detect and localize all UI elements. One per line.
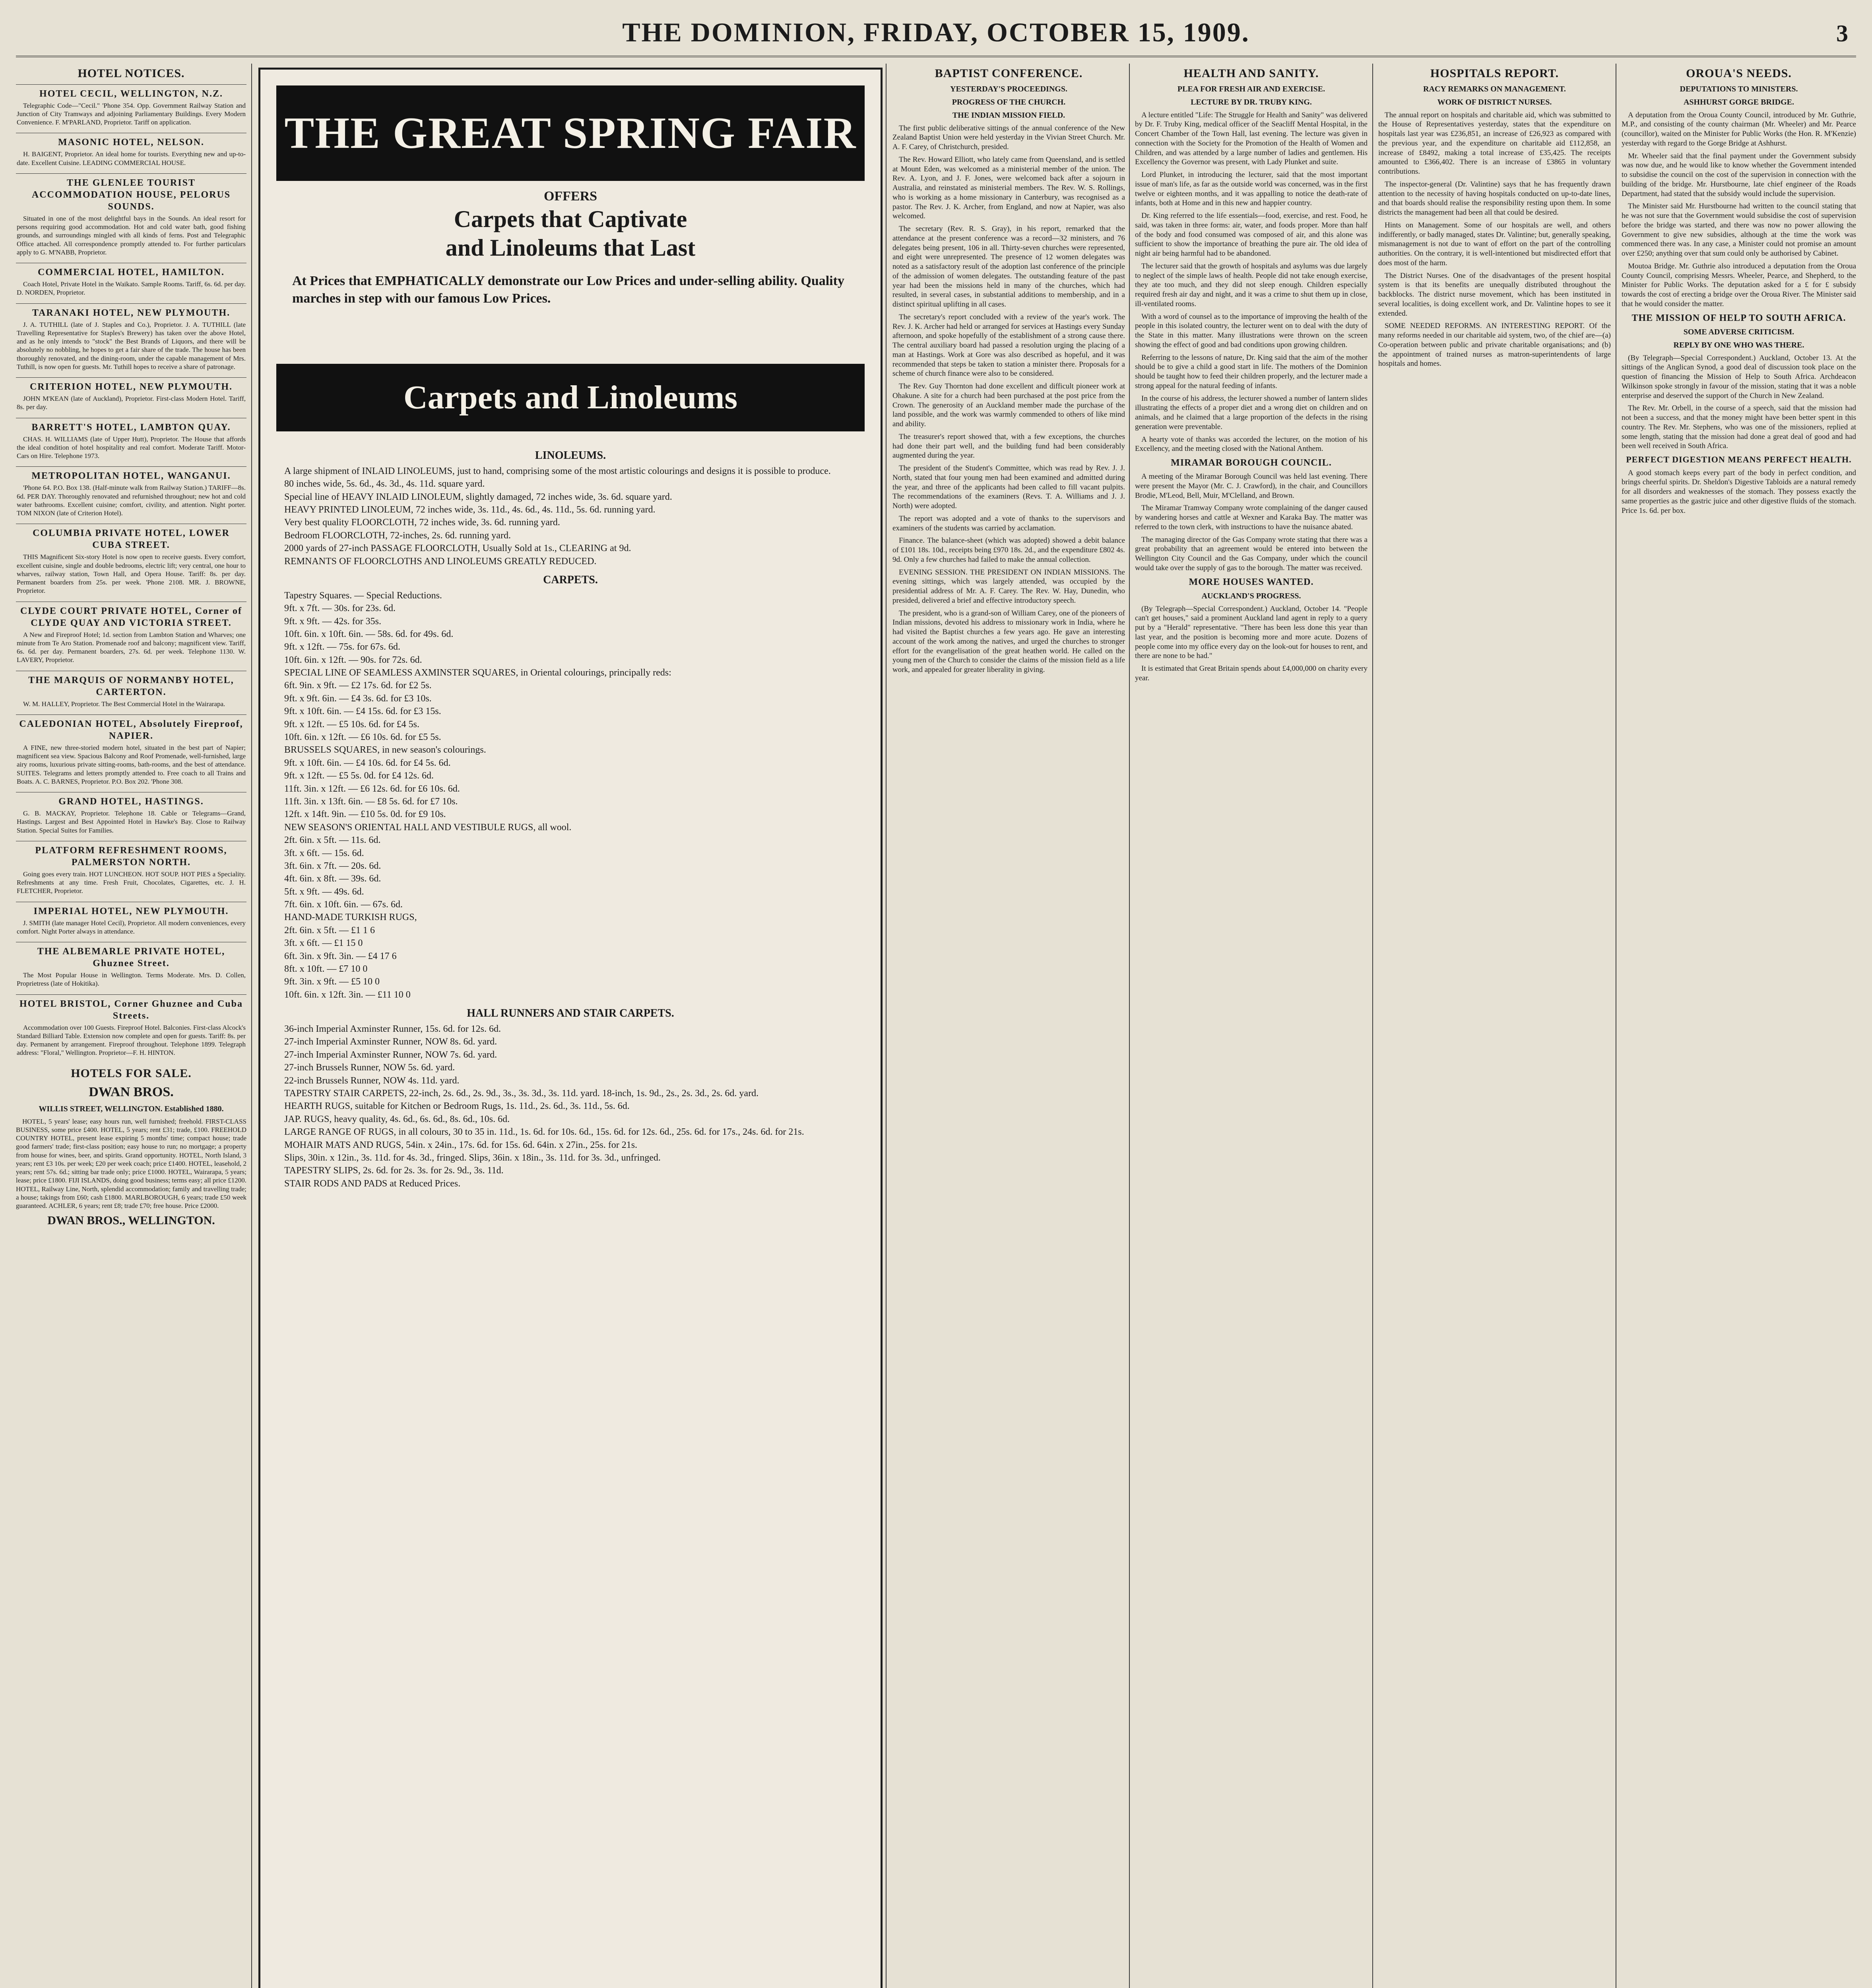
hotel-ad-title: TARANAKI HOTEL, NEW PLYMOUTH. bbox=[32, 307, 231, 318]
listing-item: 9ft. 3in. x 9ft. — £5 10 0 bbox=[284, 977, 380, 987]
houses-paragraph: (By Telegraph—Special Correspondent.) Auckland, October 14. "People can't get houses," said a prominent Auckland land agent in reply to a query put by a "Herald" representative. "There has been less done this year than last year, and the position is becoming more and more acute. Dozens of people come into my office every day on the look-out for houses to rent, and there are none to be had." bbox=[1135, 604, 1368, 660]
hotel-ad-body: J. SMITH (late manager Hotel Cecil), Proprietor. All modern conveniences, every comfort. Night Porter always in attendance. bbox=[17, 919, 246, 935]
hospitals-paragraph: SOME NEEDED REFORMS. AN INTERESTING REPORT. Of the many reforms needed in our charitable aid system, two, of the chief are—(a) Co-operation between public and private charitable organisations; and (b) the appointment of trained nurses as matron-superintendents of large hospitals and homes. bbox=[1378, 322, 1611, 368]
hotel-ad-title: IMPERIAL HOTEL, NEW PLYMOUTH. bbox=[33, 906, 229, 916]
houses-paragraph: It is estimated that Great Britain spends about £4,000,000 on charity every year. bbox=[1135, 664, 1368, 682]
listing-section-header: CARPETS. bbox=[543, 573, 598, 586]
column-rule bbox=[886, 64, 887, 1988]
listing-item: 2000 yards of 27-inch PASSAGE FLOORCLOTH, Usually Sold at 1s., CLEARING at 9d. bbox=[284, 543, 631, 554]
health-article bbox=[1135, 111, 1368, 454]
health-paragraph: A hearty vote of thanks was accorded the lecturer, on the motion of his Excellency, and the meeting closed with the National Anthem. bbox=[1135, 435, 1368, 453]
listing-item: Bedroom FLOORCLOTH, 72-inches, 2s. 6d. running yard. bbox=[284, 530, 511, 541]
listing-item: SPECIAL LINE OF SEAMLESS AXMINSTER SQUARES, in Oriental colourings, principally reds: bbox=[284, 668, 671, 678]
hospitals-header: HOSPITALS REPORT. bbox=[1430, 67, 1559, 80]
health-header: HEALTH AND SANITY. bbox=[1183, 67, 1319, 80]
hotel-ad bbox=[16, 841, 246, 902]
hotel-ad bbox=[16, 942, 246, 994]
hotels-for-sale-list: HOTEL, 5 years' lease; easy hours run, well furnished; freehold. FIRST-CLASS BUSINESS, some price £400. HOTEL, 5 years; rent £31; trade, £100. FREEHOLD COUNTRY HOTEL, present lease expiring 5 months' time; compact house; trade good farmers' trade; first-class position; easy house to run; no mortgage; a property from house for wines, beer, and spirits. Grand opportunity. HOTEL, North Island, 3 years; rent £3 10s. per week; £20 per week coach; price £1400. HOTEL, leasehold, 2 years; rent 57s. 6d.; sitting bar trade only; price £1000. HOTEL, Wairarapa, 5 years; lease; price £1800. FIJI ISLANDS, doing good business; terms easy; all price £1200. HOTEL, Railway Line, North, splendid accommodation; family and travelling trade; a house; takings from £60; cash £1800. MARLBOROUGH, 6 years; trade £50 week guaranteed. ACHLER, 6 years; rent £8; trade £70; free house. Price £2000. bbox=[16, 1117, 246, 1209]
price-listing bbox=[284, 443, 857, 1986]
listing-item: MOHAIR MATS AND RUGS, 54in. x 24in., 17s. 6d. for 15s. 6d. 64in. x 27in., 25s. for 21s. bbox=[284, 1140, 638, 1150]
hospitals-column bbox=[1378, 64, 1611, 1988]
hospitals-sub2: WORK OF DISTRICT NURSES. bbox=[1437, 97, 1552, 107]
hotel-notices-column bbox=[16, 64, 246, 1988]
digestion-paragraph: A good stomach keeps every part of the body in perfect condition, and brings cheerful spirits. Dr. Sheldon's Digestive Tabloids are a natural remedy for all disorders and weaknesses of the stomach. They possess exactly the same properties as the gastric juice and other digestive fluids of the stomach. Price 1s. 6d. per box. bbox=[1622, 468, 1856, 515]
hotel-ad-title: CRITERION HOTEL, NEW PLYMOUTH. bbox=[29, 382, 233, 392]
listing-item: 4ft. 6in. x 8ft. — 39s. 6d. bbox=[284, 874, 381, 884]
carpets-headline-line2: and Linoleums that Last bbox=[445, 235, 696, 261]
listing-item: 9ft. x 10ft. 6in. — £4 10s. 6d. for £4 5s. 6d. bbox=[284, 757, 451, 768]
health-paragraph: The lecturer said that the growth of hospitals and asylums was due largely to neglect of the simple laws of health. People did not take enough exercise, they ate too much, and they did not sleep enough. Children especially required fresh air day and night, and it was a crime to shut them up in close, ill-ventilated rooms. bbox=[1135, 262, 1368, 308]
spring-fair-banner: THE GREAT SPRING FAIR bbox=[276, 85, 865, 181]
health-sub1: PLEA FOR FRESH AIR AND EXERCISE. bbox=[1177, 84, 1325, 93]
listing-item: 3ft. 6in. x 7ft. — 20s. 6d. bbox=[284, 860, 381, 871]
listing-item: 9ft. x 12ft. — £5 10s. 6d. for £4 5s. bbox=[284, 719, 419, 730]
listing-item: 2ft. 6in. x 5ft. — £1 1 6 bbox=[284, 925, 375, 936]
hotel-ad-title: GRAND HOTEL, HASTINGS. bbox=[58, 796, 204, 807]
listing-section-header: LINOLEUMS. bbox=[535, 449, 606, 462]
hotel-ad bbox=[16, 418, 246, 467]
hotel-ad-title: CALEDONIAN HOTEL, Absolutely Fireproof, NAPIER. bbox=[19, 718, 243, 741]
oroua-paragraph: Moutoa Bridge. Mr. Guthrie also introduced a deputation from the Oroua County Council, comprising Messrs. Wheeler, Pearce, and Shepherd, to the Minister for Public Works. The deputation asked for a £ for £ subsidy towards the cost of erecting a bridge over the Oroua River. The Minister said that he would consider the matter. bbox=[1622, 262, 1856, 308]
hotel-ad-body: THIS Magnificent Six-story Hotel is now open to receive guests. Every comfort, excellent cuisine, single and double bedrooms, electric lift; very central, one hour to wharves, railway station, Town Hall, and Opera House. Tariff: 8s. per day. Permanent boarders from 25s. per week. 'Phone 2108. MR. J. BROWNE, Proprietor. bbox=[17, 553, 246, 595]
hotel-ad-title: CLYDE COURT PRIVATE HOTEL, Corner of CLYDE QUAY AND VICTORIA STREET. bbox=[20, 606, 242, 628]
dwan-bros-address: WILLIS STREET, WELLINGTON. Established 1880. bbox=[39, 1104, 224, 1113]
listing-item: JAP. RUGS, heavy quality, 4s. 6d., 6s. 6d., 8s. 6d., 10s. 6d. bbox=[284, 1114, 510, 1124]
dwan-bros-brand: DWAN BROS. bbox=[89, 1085, 174, 1099]
listing-item: 5ft. x 9ft. — 49s. 6d. bbox=[284, 886, 364, 897]
column-rule bbox=[251, 64, 252, 1988]
mission-article bbox=[1622, 353, 1856, 451]
column-rule bbox=[1372, 64, 1373, 1988]
oroua-paragraph: Mr. Wheeler said that the final payment under the Government subsidy was now due, and he would like to know whether the Government intended to subsidise the council on the cost of the supervision in connection with the building of the bridge. Mr. Hurstbourne, late chief engineer of the Roads Department, had stated that the subsidy would include the supervision. bbox=[1622, 151, 1856, 198]
hotel-ad-title: BARRETT'S HOTEL, LAMBTON QUAY. bbox=[31, 422, 231, 433]
listing-item: Slips, 30in. x 12in., 3s. 11d. for 4s. 3d., fringed. Slips, 36in. x 18in., 3s. 11d. for 3s. 3d., unfringed. bbox=[284, 1152, 661, 1163]
health-paragraph: With a word of counsel as to the importance of improving the health of the people in this isolated country, the lecturer went on to deal with the duty of the State in this matter. Many illustrations were thrown on the screen showing the effect of good and bad conditions upon growing children. bbox=[1135, 312, 1368, 349]
hotel-ad-body: J. A. TUTHILL (late of J. Staples and Co.), Proprietor. J. A. TUTHILL (late Travelling Representative for Staples's Brewery) has taken over the above Hotel, and as he only intends to "stock" the Best Brands of Liquors, and there will be absolutely no nobbling, he hopes to get a fair share of the trade. The house has been thoroughly renovated, and the dining-room, under the capable management of Mrs. Tuthill, is now open for guests. Mr. Tuthill hopes to receive a share of patronage. bbox=[17, 320, 246, 371]
hotel-ad bbox=[16, 133, 246, 173]
hotel-ad-body: 'Phone 64. P.O. Box 138. (Half-minute walk from Railway Station.) TARIFF—8s. 6d. PER DAY. Thoroughly renovated and refurnished throughout; new hot and cold water bathrooms. Excellent cuisine; comfort, civility, and attention. Night porter. TOM NIXON (late of Criterion Hotel). bbox=[17, 484, 246, 517]
baptist-sub2: PROGRESS OF THE CHURCH. bbox=[952, 97, 1066, 107]
listing-item: REMNANTS OF FLOORCLOTHS AND LINOLEUMS GREATLY REDUCED. bbox=[284, 556, 597, 567]
health-paragraph: Dr. King referred to the life essentials—food, exercise, and rest. Food, he said, was taken in three forms: air, water, and foods proper. More than half of the body and food consumed was composed of air, and this alone was sufficient to show the importance of breathing the pure air. The old idea of night air being harmful had to be abandoned. bbox=[1135, 212, 1368, 258]
hotel-ad-title: COMMERCIAL HOTEL, HAMILTON. bbox=[37, 267, 225, 278]
baptist-paragraph: The treasurer's report showed that, with a few exceptions, the churches had done their part well, and the building fund had been considerably augmented during the year. bbox=[892, 432, 1125, 460]
listing-item: 8ft. x 10ft. — £7 10 0 bbox=[284, 964, 368, 975]
listing-item: 6ft. 3in. x 9ft. 3in. — £4 17 6 bbox=[284, 951, 397, 961]
oroua-article bbox=[1622, 111, 1856, 309]
oroua-sub1: DEPUTATIONS TO MINISTERS. bbox=[1680, 84, 1798, 93]
listing-item: Very best quality FLOORCLOTH, 72 inches wide, 3s. 6d. running yard. bbox=[284, 517, 560, 528]
listing-item: 9ft. x 9ft. 6in. — £4 3s. 6d. for £3 10s. bbox=[284, 693, 432, 704]
baptist-paragraph: The secretary (Rev. R. S. Gray), in his report, remarked that the attendance at the present conference was a record—32 ministers, and 76 delegates being present, 106 in all. Thirty-seven churches were represented, and eight were unrepresented. The presence of 12 women delegates was noted as a satisfactory result of the adoption last conference of the principle of the admission of women delegates. The outstanding feature of the past year had been the missions held in many of the churches, which had resulted, in several cases, in substantial additions to membership, and in a distinct spiritual uplifting in all cases. bbox=[892, 225, 1125, 309]
hotel-ad bbox=[16, 902, 246, 942]
hotel-ad bbox=[16, 263, 246, 303]
baptist-paragraph: The Rev. Guy Thornton had done excellent and difficult pioneer work at Ohakune. A site for a church had been purchased at the post price from the Crown. The generosity of an Auckland member made the purchase of the land possible, and the work was warmly commended to others of like mind and ability. bbox=[892, 382, 1125, 428]
listing-item: 9ft. x 12ft. — 75s. for 67s. 6d. bbox=[284, 642, 400, 652]
column-rule bbox=[1129, 64, 1130, 1988]
hotel-ad-title: HOTEL BRISTOL, Corner Ghuznee and Cuba Streets. bbox=[19, 998, 243, 1021]
spring-fair-advert bbox=[258, 68, 883, 1988]
listing-item: 9ft. x 10ft. 6in. — £4 15s. 6d. for £3 15s. bbox=[284, 706, 441, 717]
listing-item: 10ft. 6in. x 10ft. 6in. — 58s. 6d. for 49s. 6d. bbox=[284, 629, 454, 639]
oroua-paragraph: The Minister said Mr. Hurstbourne had written to the council stating that he was not sure that the Government would subsidise the cost of supervision before the bridge was started, and there was now no power allowing the Government to give new subsidies, although at the time the work was commenced there was. In any case, a Minister could not promise an amount over £250; anything over that sum could only be authorised by Cabinet. bbox=[1622, 202, 1856, 258]
miramar-paragraph: The Miramar Tramway Company wrote complaining of the danger caused by wandering horses and cattle at Wexner and Karaka Bay. The matter was referred to the town clerk, with instructions to have the nuisance abated. bbox=[1135, 504, 1368, 531]
listing-item: HEARTH RUGS, suitable for Kitchen or Bedroom Rugs, 1s. 11d., 2s. 6d., 3s. 11d., 5s. 6d. bbox=[284, 1101, 630, 1112]
hotel-ad bbox=[16, 173, 246, 263]
hospitals-sub1: RACY REMARKS ON MANAGEMENT. bbox=[1423, 84, 1566, 93]
hotel-ad-body: Accommodation over 100 Guests. Fireproof Hotel. Balconies. First-class Alcock's Standard Billiard Table. Extension now complete and open for guests. Tariff: 8s. per day. Permanent by arrangement. Fireproof throughout. Telephone 1899. Telegraph address: "Floral," Wellington. Proprietor—F. H. HINTON. bbox=[17, 1023, 246, 1057]
miramar-article bbox=[1135, 472, 1368, 573]
hotel-ad-body: Going goes every train. HOT LUNCHEON. HOT SOUP. HOT PIES a Speciality. Refreshments at any time. Fresh Fruit, Chocolates, Cigarettes, etc. J. H. FLETCHER, Proprietor. bbox=[17, 870, 246, 895]
listing-item: 10ft. 6in. x 12ft. — £6 10s. 6d. for £5 5s. bbox=[284, 732, 441, 743]
hotel-ad-title: PLATFORM REFRESHMENT ROOMS, PALMERSTON NORTH. bbox=[35, 845, 227, 868]
miramar-paragraph: The managing director of the Gas Company wrote stating that there was a great probability that an agreement would be entered into between the Wellington City Council and the Gas Company, under which the council would take over the supply of gas to the borough. The matter was received. bbox=[1135, 535, 1368, 572]
hotel-ad-body: JOHN M'KEAN (late of Auckland), Proprietor. First-class Modern Hotel. Tariff, 8s. per day. bbox=[17, 395, 246, 411]
baptist-sub3: THE INDIAN MISSION FIELD. bbox=[952, 111, 1065, 120]
mission-paragraph: The Rev. Mr. Orbell, in the course of a speech, said that the mission had not been a success, and that the money might have been better spent in this country. The Rev. Mr. Stephens, who was one of the missioners, replied at some length, stating that the mission had done a great deal of good and had been well received in South Africa. bbox=[1622, 404, 1856, 450]
hotels-for-sale-header: HOTELS FOR SALE. bbox=[71, 1066, 192, 1080]
listing-item: HAND-MADE TURKISH RUGS, bbox=[284, 912, 417, 923]
health-paragraph: Lord Plunket, in introducing the lecturer, said that the most important issue of man's life, as far as the outside world was concerned, was in the first twelve or eighteen months, and it was appalling to notice the death-rate of infants, both at Home and in this new and happier country. bbox=[1135, 171, 1368, 208]
hotel-ad-body: A FINE, new three-storied modern hotel, situated in the best part of Napier; magnificent sea view. Spacious Balcony and Roof Promenade, well-furnished, large airy rooms, luxurious private sitting-rooms, bath-rooms, and the best of attendance. SUITES. Telegrams and letters promptly attended to. Free coach to all Trains and Boats. A. C. BARNES, Proprietor. P.O. Box 202. 'Phone 308. bbox=[17, 744, 246, 785]
baptist-sub1: YESTERDAY'S PROCEEDINGS. bbox=[950, 84, 1067, 93]
mission-header: THE MISSION OF HELP TO SOUTH AFRICA. bbox=[1631, 313, 1846, 323]
listing-item: Special line of HEAVY INLAID LINOLEUM, slightly damaged, 72 inches wide, 3s. 6d. square yard. bbox=[284, 491, 672, 502]
hotel-ad-title: COLUMBIA PRIVATE HOTEL, LOWER CUBA STREET. bbox=[33, 528, 230, 551]
hotel-ad-body: The Most Popular House in Wellington. Terms Moderate. Mrs. D. Collen, Proprietress (late of Hokitika). bbox=[17, 971, 246, 988]
hospitals-article bbox=[1378, 111, 1611, 369]
hotel-ad-title: THE GLENLEE TOURIST ACCOMMODATION HOUSE, PELORUS SOUNDS. bbox=[31, 177, 231, 212]
hotel-ads-list bbox=[16, 84, 246, 1064]
hotel-ad bbox=[16, 84, 246, 133]
hotel-ad-body: H. BAIGENT, Proprietor. An ideal home for tourists. Everything new and up-to-date. Excellent Cuisine. LEADING COMMERCIAL HOUSE. bbox=[17, 150, 246, 167]
hotel-ad-title: METROPOLITAN HOTEL, WANGANUI. bbox=[31, 471, 231, 481]
hotel-ad-body: G. B. MACKAY, Proprietor. Telephone 18. Cable or Telegrams—Grand, Hastings. Largest and Best Appointed Hotel in Hawke's Bay. Close to Railway Station. Special Suites for Families. bbox=[17, 810, 246, 834]
health-paragraph: A lecture entitled "Life: The Struggle for Health and Sanity" was delivered by Dr. F. Truby King, medical officer of the Seacliff Mental Hospital, in the Concert Chamber of the Town Hall, last evening. The lecture was given in connection with the Society for the Promotion of the Health of Women and Children, and was attended by a large number of ladies and gentlemen. His Excellency the Governor was present, with Lady Plunket and suite. bbox=[1135, 111, 1368, 167]
digestion-article bbox=[1622, 468, 1856, 516]
carpets-linoleums-banner: Carpets and Linoleums bbox=[276, 364, 865, 431]
digestion-header: PERFECT DIGESTION MEANS PERFECT HEALTH. bbox=[1626, 454, 1852, 464]
offers-label: OFFERS bbox=[543, 189, 597, 204]
hotel-ad-body: Coach Hotel, Private Hotel in the Waikato. Sample Rooms. Tariff, 6s. 6d. per day. D. NORDEN, Proprietor. bbox=[17, 280, 246, 297]
listing-item: 80 inches wide, 5s. 6d., 4s. 3d., 4s. 11d. square yard. bbox=[284, 479, 485, 489]
listing-item: 11ft. 3in. x 13ft. 6in. — £8 5s. 6d. for £7 10s. bbox=[284, 796, 458, 807]
listing-item: 9ft. x 7ft. — 30s. for 23s. 6d. bbox=[284, 603, 396, 614]
listing-section-header: HALL RUNNERS AND STAIR CARPETS. bbox=[467, 1007, 674, 1020]
miramar-paragraph: A meeting of the Miramar Borough Council was held last evening. There were present the Mayor (Mr. C. J. Crawford), in the chair, and Councillors Brodie, M'Leod, Bell, Muir, M'Clelland, and Brown. bbox=[1135, 472, 1368, 500]
listing-item: 10ft. 6in. x 12ft. — 90s. for 72s. 6d. bbox=[284, 654, 422, 665]
mission-sub1: SOME ADVERSE CRITICISM. bbox=[1683, 327, 1794, 336]
mission-paragraph: (By Telegraph—Special Correspondent.) Auckland, October 13. At the sittings of the Anglican Synod, a good deal of discussion took place on the question of financing the Mission of Help to South Africa. Archdeacon Wilkinson spoke strongly in favour of the mission, stating that it was a noble enterprise and deserved the support of the Church in New Zealand. bbox=[1622, 353, 1856, 400]
listing-item: LARGE RANGE OF RUGS, in all colours, 30 to 35 in. 11d., 1s. 6d. for 10s. 6d., 15s. 6d. for 12s. 6d., 25s. 6d. for 17s., 24s. 6d. for 21s. bbox=[284, 1127, 804, 1138]
hospitals-paragraph: The inspector-general (Dr. Valintine) says that he has frequently drawn attention to the necessity of having hospitals conducted on up-to-date lines, and that boards should realise the responsibility resting upon them. In some districts the management had been all that could be desired. bbox=[1378, 180, 1611, 217]
oroua-header: OROUA'S NEEDS. bbox=[1686, 67, 1792, 80]
listing-item: 9ft. x 9ft. — 42s. for 35s. bbox=[284, 616, 381, 627]
listing-item: 27-inch Imperial Axminster Runner, NOW 8s. 6d. yard. bbox=[284, 1037, 497, 1047]
hotel-ad bbox=[16, 714, 246, 792]
listing-item: TAPESTRY SLIPS, 2s. 6d. for 2s. 3s. for 2s. 9d., 3s. 11d. bbox=[284, 1165, 504, 1176]
health-paragraph: Referring to the lessons of nature, Dr. King said that the aim of the mother should be to give a child a good start in life. The mothers of the Dominion should be taught how to feed their children properly, and the lecturer made a strong appeal for the natural feeding of infants. bbox=[1135, 353, 1368, 390]
hotel-ad-body: CHAS. H. WILLIAMS (late of Upper Hutt), Proprietor. The House that affords the ideal condition of hotel hospitality and real comfort. Moderate Tariff. Motor-Cars on Hire. Telephone 1973. bbox=[17, 435, 246, 460]
hotel-ad-body: Situated in one of the most delightful bays in the Sounds. An ideal resort for persons requiring good accommodation. Hot and cold water bath, good fishing grounds, and surroundings mingled with all kinds of ferns. Post and Telegraphic Office attached. All correspondence promptly attended to. For further particulars apply to G. M'NABB, Proprietor. bbox=[17, 214, 246, 256]
hotel-ad bbox=[16, 602, 246, 671]
more-houses-header: MORE HOUSES WANTED. bbox=[1189, 577, 1314, 587]
hotel-ad-title: THE MARQUIS OF NORMANBY HOTEL, CARTERTON. bbox=[28, 675, 234, 697]
hotel-ad-body: A New and Fireproof Hotel; 1d. section from Lambton Station and Wharves; one minute from Te Aro Station. Promenade roof and balcony; magnificent view. Tariff, 6s. 6d. per day. Permanent boarders, 27s. 6d. per week. Telephone 1130. W. LAVERY, Proprietor. bbox=[17, 631, 246, 664]
listing-item: 36-inch Imperial Axminster Runner, 15s. 6d. for 12s. 6d. bbox=[284, 1024, 501, 1035]
listing-item: NEW SEASON'S ORIENTAL HALL AND VESTIBULE RUGS, all wool. bbox=[284, 822, 572, 833]
baptist-paragraph: EVENING SESSION. THE PRESIDENT ON INDIAN MISSIONS. The evening sittings, which was largely attended, was occupied by the presidential address of Mr. A. F. Carey. The Rev. W. Hay, Dunedin, who presided, delivered a brief and effective introductory speech. bbox=[892, 568, 1125, 605]
hotel-ad bbox=[16, 377, 246, 418]
listing-item: 9ft. x 12ft. — £5 5s. 0d. for £4 12s. 6d. bbox=[284, 771, 434, 781]
baptist-paragraph: The president of the Student's Committee, which was read by Rev. J. J. North, stated that four young men had been examined and admitted during the year, and three of the applicants had been called to fill vacant pulpits. The recommendations of the examiners (Revs. T. A. Williams and J. J. North) were adopted. bbox=[892, 464, 1125, 510]
baptist-paragraph: The first public deliberative sittings of the annual conference of the New Zealand Baptist Union were held yesterday in the Vivian Street Church. Mr. A. F. Carey, of Christchurch, presided. bbox=[892, 124, 1125, 151]
listing-item: 27-inch Brussels Runner, NOW 5s. 6d. yard. bbox=[284, 1062, 455, 1073]
baptist-header: BAPTIST CONFERENCE. bbox=[935, 67, 1083, 80]
listing-item: 12ft. x 14ft. 9in. — £10 5s. 0d. for £9 10s. bbox=[284, 809, 446, 820]
listing-item: 27-inch Imperial Axminster Runner, NOW 7s. 6d. yard. bbox=[284, 1049, 497, 1060]
oroua-column bbox=[1622, 64, 1856, 1988]
masthead-title: THE DOMINION, FRIDAY, OCTOBER 15, 1909. bbox=[622, 17, 1250, 47]
auckland-progress: AUCKLAND'S PROGRESS. bbox=[1201, 591, 1301, 600]
mission-sub2: REPLY BY ONE WHO WAS THERE. bbox=[1673, 340, 1804, 349]
baptist-paragraph: The Rev. Howard Elliott, who lately came from Queensland, and is settled at Mount Eden, was welcomed as a ministerial member of the union. The Rev. A. Lyon, and J. F. Jones, were welcomed back after a sojourn in Australia, and reinstated as ministerial members. The Rev. W. S. Rollings, who is working as a home missionary in Canterbury, was recognised as a pastor. The Rev. J. K. Archer, from England, and now at Napier, was also welcomed. bbox=[892, 155, 1125, 221]
hotel-ad-title: HOTEL CECIL, WELLINGTON, N.Z. bbox=[39, 88, 223, 99]
hotel-ad-title: MASONIC HOTEL, NELSON. bbox=[58, 137, 205, 148]
carpets-headline bbox=[260, 205, 881, 262]
hotel-ad-body: Telegraphic Code—"Cecil." 'Phone 354. Opp. Government Railway Station and Junction of City Tramways and adjoining Parliamentary Buildings. Every Modern Convenience. F. M'PARLAND, Proprietor. Tariff on application. bbox=[17, 101, 246, 126]
health-sanity-column bbox=[1135, 64, 1368, 1988]
listing-item: 6ft. 9in. x 9ft. — £2 17s. 6d. for £2 5s. bbox=[284, 680, 432, 691]
hotel-ad bbox=[16, 524, 246, 601]
spring-fair-tagline: At Prices that EMPHATICALLY demonstrate our Low Prices and under-selling ability. Quality marches in step with our famous Low Prices. bbox=[292, 274, 844, 306]
more-houses-article bbox=[1135, 604, 1368, 683]
hospitals-paragraph: The District Nurses. One of the disadvantages of the present hospital system is that its benefits are unequally distributed throughout the backblocks. The district nurse movement, which has been instituted in several localities, is doing excellent work, and Dr. Valintine hopes to see it extended. bbox=[1378, 271, 1611, 318]
listing-item: 3ft. x 6ft. — £1 15 0 bbox=[284, 938, 363, 949]
hospitals-paragraph: The annual report on hospitals and charitable aid, which was submitted to the House of Representatives yesterday, states that the expenditure on hospitals last year was £236,851, an increase of £26,923 as compared with the previous year, and the expenditure on charitable aid £112,858, an increase of £8492, making a total increase of £35,425. The receipts amounted to £366,402. There is an increase of £3865 in voluntary contributions. bbox=[1378, 111, 1611, 176]
hotel-ad bbox=[16, 303, 246, 378]
miramar-header: MIRAMAR BOROUGH COUNCIL. bbox=[1171, 458, 1332, 468]
hotel-ad bbox=[16, 671, 246, 714]
hotel-ad bbox=[16, 466, 246, 524]
listing-item: Tapestry Squares. — Special Reductions. bbox=[284, 590, 442, 601]
baptist-article bbox=[892, 124, 1125, 675]
dwan-bros-footer: DWAN BROS., WELLINGTON. bbox=[47, 1214, 215, 1227]
oroua-paragraph: A deputation from the Oroua County Council, introduced by Mr. Guthrie, M.P., and consisting of the county chairman (Mr. Wheeler) and Mr. Pearce (councillor), waited on the Minister for Public Works (the Hon. R. M'Kenzie) yesterday with regard to the Gorge Bridge at Ashhurst. bbox=[1622, 111, 1856, 148]
oroua-sub2: ASHHURST GORGE BRIDGE. bbox=[1683, 97, 1794, 107]
listing-item: HEAVY PRINTED LINOLEUM, 72 inches wide, 3s. 11d., 4s. 6d., 4s. 11d., 5s. 6d. running yard. bbox=[284, 504, 656, 515]
listing-item: BRUSSELS SQUARES, in new season's colourings. bbox=[284, 745, 486, 755]
listing-item: 11ft. 3in. x 12ft. — £6 12s. 6d. for £6 10s. 6d. bbox=[284, 783, 460, 794]
health-sub2: LECTURE BY DR. TRUBY KING. bbox=[1191, 97, 1312, 107]
hotel-notices-header: HOTEL NOTICES. bbox=[78, 67, 185, 80]
baptist-paragraph: Finance. The balance-sheet (which was adopted) showed a debit balance of £101 18s. 10d., receipts being £970 18s. 2d., and the expenditure £802 4s. 9d. Only a few churches had failed to make the annual collection. bbox=[892, 536, 1125, 564]
hotel-ad-body: W. M. HALLEY, Proprietor. The Best Commercial Hotel in the Wairarapa. bbox=[23, 700, 225, 708]
hotel-ad bbox=[16, 994, 246, 1064]
listing-item: A large shipment of INLAID LINOLEUMS, just to hand, comprising some of the most artistic colourings and designs it is possible to produce. bbox=[284, 466, 831, 476]
baptist-paragraph: The report was adopted and a vote of thanks to the supervisors and examiners of the students was carried by acclamation. bbox=[892, 514, 1125, 532]
listing-item: TAPESTRY STAIR CARPETS, 22-inch, 2s. 6d., 2s. 9d., 3s., 3s. 3d., 3s. 11d. yard. 18-inch, 1s. 9d., 2s., 2s. 3d., 2s. 6d. yard. bbox=[284, 1088, 759, 1099]
listing-item: STAIR RODS AND PADS at Reduced Prices. bbox=[284, 1178, 461, 1189]
listing-item: 22-inch Brussels Runner, NOW 4s. 11d. yard. bbox=[284, 1075, 460, 1086]
baptist-conference-column bbox=[892, 64, 1125, 1988]
page-number: 3 bbox=[1836, 20, 1848, 47]
carpets-headline-line1: Carpets that Captivate bbox=[454, 206, 687, 232]
listing-item: 2ft. 6in. x 5ft. — 11s. 6d. bbox=[284, 835, 381, 846]
hotel-ad-title: THE ALBEMARLE PRIVATE HOTEL, Ghuznee Street. bbox=[37, 946, 225, 969]
baptist-paragraph: The secretary's report concluded with a review of the year's work. The Rev. J. K. Archer had held or arranged for services at Hastings every Sunday afternoon, and spoke hopefully of the establishment of a strong cause there. The central auxiliary board had passed a resolution urging the placing of a man at Hastings. Work at Gore was also described as hopeful, and it was recommended that steps be taken to station a minister there. Proposals for a scheme of church finance were also to be considered. bbox=[892, 313, 1125, 378]
listing-item: 10ft. 6in. x 12ft. 3in. — £11 10 0 bbox=[284, 989, 411, 1000]
listing-item: 3ft. x 6ft. — 15s. 6d. bbox=[284, 848, 364, 858]
hotel-ad bbox=[16, 792, 246, 841]
masthead bbox=[16, 12, 1856, 57]
baptist-paragraph: The president, who is a grand-son of William Carey, one of the pioneers of Indian missions, devoted his address to missionary work in India, where he had visited the Baptist churches a few years ago. He gave an interesting account of the work among the natives, and urged the churches to stronger effort for the evangelisation of the great heathen world. He called on the young men of the Church to consider the claims of the mission field as a life work, and appealed for greater liberality in giving. bbox=[892, 609, 1125, 674]
listing-item: 7ft. 6in. x 10ft. 6in. — 67s. 6d. bbox=[284, 899, 403, 910]
hospitals-paragraph: Hints on Management. Some of our hospitals are well, and others indifferently, or badly managed, states Dr. Valintine; but, generally speaking, mismanagement is not due to want of effort on the part of the controlling authorities. On the contrary, it is well-intentioned but misdirected effort that does most of the harm. bbox=[1378, 221, 1611, 267]
health-paragraph: In the course of his address, the lecturer showed a number of lantern slides illustrating the effects of a proper diet and a wrong diet on children and on animals, and he claimed that a large proportion of the defects in the rising generation were preventable. bbox=[1135, 394, 1368, 431]
